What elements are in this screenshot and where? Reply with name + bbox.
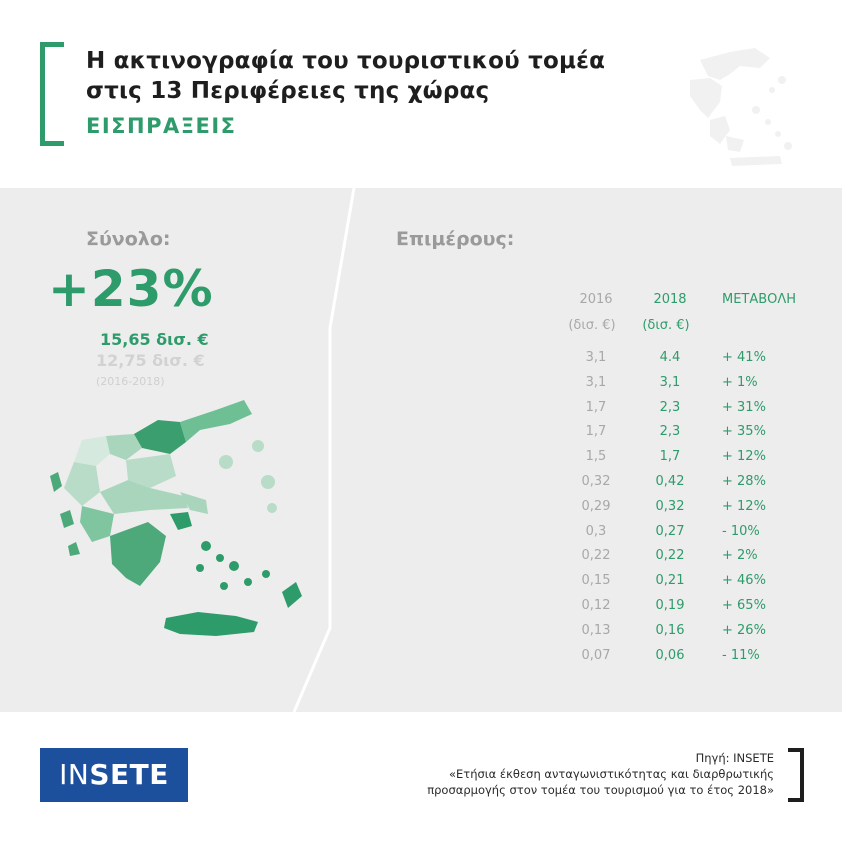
greece-map-watermark-icon: [660, 40, 810, 180]
total-change-value: +23%: [48, 260, 214, 318]
table-row-value-2018: 0,22: [655, 548, 685, 563]
table-row-value-2016: 0,32: [581, 474, 611, 489]
table-row-change: + 41%: [722, 350, 766, 365]
details-label: Επιμέρους:: [396, 228, 515, 250]
table-row-value-2018: 0,19: [655, 598, 685, 613]
content-panel: [0, 188, 842, 712]
title-line-1: Η ακτινογραφία του τουριστικού τομέα: [86, 48, 606, 74]
header-2016: 2016: [579, 292, 613, 307]
total-label: Σύνολο:: [86, 228, 171, 250]
table-row-value-2016: 3,1: [585, 350, 607, 365]
table-row-change: - 11%: [722, 648, 760, 663]
table-row-change: + 31%: [722, 400, 766, 415]
title-line-2: στις 13 Περιφέρειες της χώρας: [86, 78, 490, 104]
table-row-value-2016: 1,5: [585, 449, 607, 464]
table-row-value-2016: 0,13: [581, 623, 611, 638]
left-bracket-decoration: [40, 42, 64, 146]
insete-logo: [40, 748, 188, 802]
header-2016-unit: (δισ. €): [568, 318, 616, 333]
table-row-value-2016: 0,22: [581, 548, 611, 563]
table-row-change: + 35%: [722, 424, 766, 439]
table-row-value-2016: 0,07: [581, 648, 611, 663]
table-row-value-2016: 3,1: [585, 375, 607, 390]
page-title: [86, 46, 605, 106]
source-line-2: «Ετήσια έκθεση ανταγωνιστικότητας και διαρθρωτικής: [448, 767, 774, 781]
right-bracket-decoration: [788, 748, 804, 802]
table-row-value-2018: 3,1: [659, 375, 681, 390]
logo-text-in: IN: [59, 758, 90, 791]
source-note: [427, 750, 774, 798]
table-row-change: + 46%: [722, 573, 766, 588]
table-row-value-2016: 1,7: [585, 424, 607, 439]
table-row-change: - 10%: [722, 524, 760, 539]
table-row-value-2018: 2,3: [659, 400, 681, 415]
table-row-value-2018: 2,3: [659, 424, 681, 439]
header-2018: 2018: [653, 292, 687, 307]
table-row-value-2016: 1,7: [585, 400, 607, 415]
table-row-value-2018: 0,06: [655, 648, 685, 663]
table-row-change: + 2%: [722, 548, 758, 563]
total-2018-value: 15,65 δισ. €: [100, 330, 209, 349]
source-line-1: Πηγή: INSETE: [695, 751, 774, 765]
period-label: (2016-2018): [96, 375, 165, 388]
table-row-change: + 28%: [722, 474, 766, 489]
table-row-value-2018: 0,16: [655, 623, 685, 638]
table-row-change: + 1%: [722, 375, 758, 390]
table-row-value-2016: 0,15: [581, 573, 611, 588]
total-2016-value: 12,75 δισ. €: [96, 351, 205, 370]
table-row-value-2016: 0,29: [581, 499, 611, 514]
table-row-value-2016: 0,12: [581, 598, 611, 613]
logo-text-sete: SETE: [89, 758, 169, 791]
table-row-value-2018: 0,32: [655, 499, 685, 514]
table-row-change: + 65%: [722, 598, 766, 613]
table-row-change: + 12%: [722, 449, 766, 464]
source-line-3: προσαρμογής στον τομέα του τουρισμού για το έτος 2018»: [427, 783, 774, 797]
header-2018-unit: (δισ. €): [642, 318, 690, 333]
table-row-value-2018: 0,42: [655, 474, 685, 489]
table-row-change: + 12%: [722, 499, 766, 514]
table-row-value-2018: 0,21: [655, 573, 685, 588]
table-row-value-2018: 4.4: [659, 350, 681, 365]
table-row-value-2018: 1,7: [659, 449, 681, 464]
header: [0, 0, 842, 188]
header-change: ΜΕΤΑΒΟΛΗ: [722, 292, 797, 307]
greece-regions-map-icon: [30, 396, 320, 666]
table-row-value-2016: 0,3: [585, 524, 607, 539]
table-row-value-2018: 0,27: [655, 524, 685, 539]
table-row-change: + 26%: [722, 623, 766, 638]
page-subtitle: ΕΙΣΠΡΑΞΕΙΣ: [86, 114, 237, 138]
